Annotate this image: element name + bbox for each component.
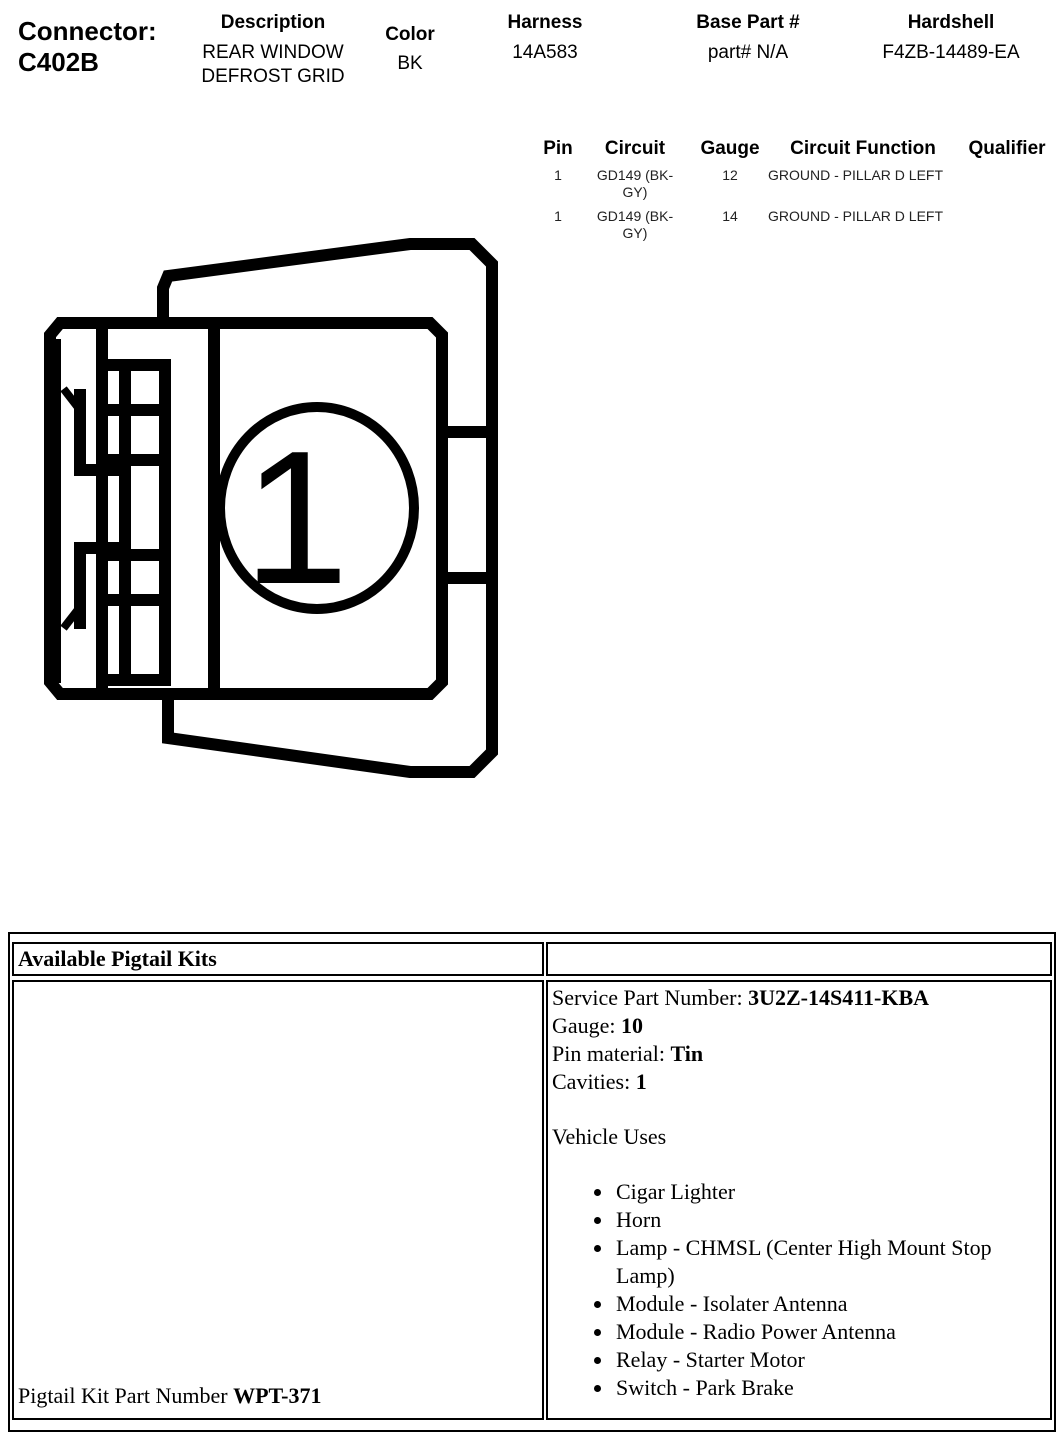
- vehicle-uses-label: Vehicle Uses: [552, 1124, 667, 1149]
- gauge-line: [552, 1012, 1048, 1040]
- pin-row-1-pin: 1: [554, 167, 562, 183]
- kit-part-number: [18, 1382, 322, 1410]
- hardshell-value: F4ZB-14489-EA: [882, 42, 1020, 63]
- circuit-function-header: Circuit Function: [790, 138, 936, 159]
- harness-label: Harness: [507, 12, 583, 33]
- list-item: • Lamp - CHMSL (Center High Mount Stop Lamp): [614, 1234, 1048, 1290]
- pigtail-details-cell: [546, 980, 1052, 1420]
- qualifier-header: Qualifier: [968, 138, 1046, 159]
- pin-row-1-function: GROUND - PILLAR D LEFT: [768, 167, 944, 183]
- list-item: • Module - Radio Power Antenna: [614, 1318, 1048, 1346]
- pin-material-line: [552, 1040, 1048, 1068]
- hardshell-label: Hardshell: [907, 12, 995, 33]
- connector-face-diagram: [0, 220, 520, 800]
- service-part-line: [552, 984, 1048, 1012]
- pin-header: Pin: [543, 138, 573, 159]
- kit-part-value: WPT-371: [233, 1383, 322, 1408]
- cavities-value: 1: [635, 1069, 647, 1094]
- harness-value: 14A583: [512, 42, 578, 63]
- pin-row-2-gauge: 14: [722, 208, 738, 224]
- pin-material-label: Pin material:: [552, 1041, 671, 1066]
- pigtail-header-blank-cell: [546, 942, 1052, 976]
- pin-row-2-circuit: GD149 (BK-GY): [596, 208, 674, 241]
- connector-title-label: Connector:: [18, 16, 157, 46]
- gauge-label: Gauge:: [552, 1013, 622, 1038]
- base-part-label: Base Part #: [696, 12, 800, 33]
- gauge-value: 10: [621, 1013, 644, 1038]
- cavities-line: [552, 1068, 1048, 1096]
- list-item: • Cigar Lighter: [614, 1178, 1048, 1206]
- circuit-header: Circuit: [604, 138, 666, 159]
- pin-row-2-function: GROUND - PILLAR D LEFT: [768, 208, 944, 224]
- list-item: • Horn: [614, 1206, 1048, 1234]
- list-item: • Relay - Starter Motor: [614, 1346, 1048, 1374]
- cavity-1-label: 1: [243, 412, 349, 624]
- pigtail-header: Available Pigtail Kits: [18, 946, 217, 971]
- connector-id: C402B: [18, 47, 99, 77]
- pigtail-kit-cell: [12, 980, 544, 1420]
- service-part-label: Service Part Number:: [552, 985, 749, 1010]
- pin-row-1-gauge: 12: [722, 167, 738, 183]
- description-label: Description: [220, 12, 326, 33]
- color-value: BK: [397, 53, 423, 74]
- pin-row-2-pin: 1: [554, 208, 562, 224]
- pin-material-value: Tin: [670, 1041, 704, 1066]
- cavities-label: Cavities:: [552, 1069, 636, 1094]
- pigtail-header-cell: [12, 942, 544, 976]
- kit-part-label: Pigtail Kit Part Number: [18, 1383, 234, 1408]
- pin-row-1-circuit: GD149 (BK-GY): [596, 167, 674, 200]
- description-value: REAR WINDOW DEFROST GRID: [201, 42, 345, 87]
- list-item: • Switch - Park Brake: [614, 1374, 1048, 1402]
- pigtail-details: [552, 984, 1048, 1402]
- color-label: Color: [385, 24, 435, 45]
- service-part-value: 3U2Z-14S411-KBA: [748, 985, 930, 1010]
- vehicle-uses-list: [552, 1178, 1048, 1402]
- gauge-header: Gauge: [700, 138, 760, 159]
- list-item: • Module - Isolater Antenna: [614, 1290, 1048, 1318]
- base-part-value: part# N/A: [707, 42, 789, 63]
